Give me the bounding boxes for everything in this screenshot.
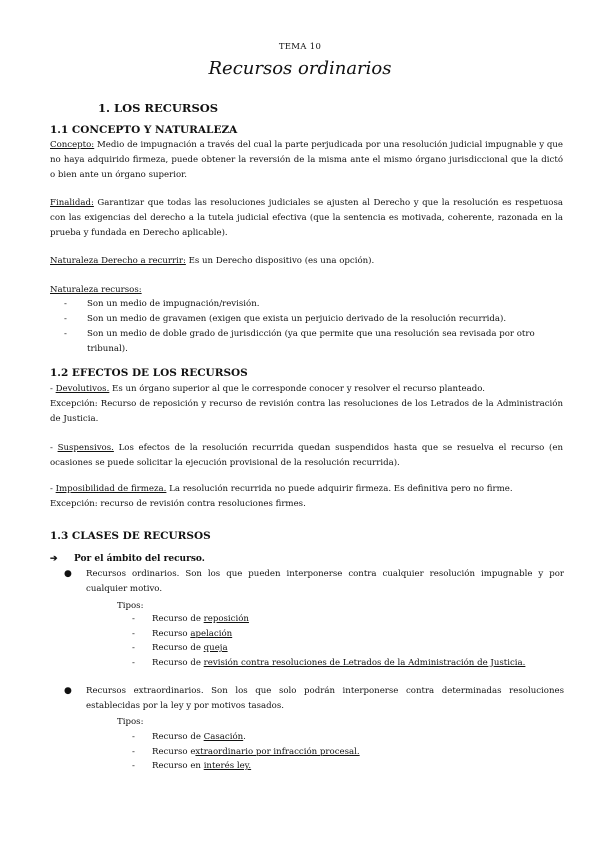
- firmeza-text: La resolución recurrida no puede adquirir firmeza. Es definitiva pero no firme.: [166, 484, 513, 494]
- ambito-text: Por el ámbito del recurso.: [74, 554, 205, 564]
- firmeza-exception: Excepción: recurso de revisión contra resoluciones firmes.: [50, 499, 306, 509]
- tipo-suffix: .: [243, 732, 246, 742]
- devolutivos-paragraph: [50, 382, 563, 427]
- devolutivos-exception: Excepción: Recurso de reposición y recurso de revisión contra las resoluciones de los Letrados de la Administración de Justicia.: [50, 399, 563, 424]
- ambito-heading: [50, 554, 205, 564]
- tipo-name: queja: [203, 643, 228, 653]
- extraordinarios-text: Recursos extraordinarios. Son los que solo podrán interponerse contra determinadas resoluciones establecidas por la ley y por motivos tasados.: [86, 686, 564, 711]
- list-item: - Son un medio de impugnación/revisión.: [64, 297, 564, 312]
- suspensivos-paragraph: [50, 441, 563, 471]
- tipo-name: revisión contra resoluciones de Letrados de la Administración de Justicia.: [203, 657, 526, 668]
- tipo-prefix: Recurso: [152, 628, 191, 639]
- naturaleza-text: Es un Derecho dispositivo (es una opción).: [185, 256, 375, 266]
- finalidad-paragraph: [50, 196, 563, 241]
- firmeza-prefix: -: [50, 484, 56, 494]
- list-item: [132, 759, 552, 774]
- page-title: Recursos ordinarios: [208, 58, 392, 79]
- devolutivos-text: Es un órgano superior al que le corresponde conocer y resolver el recurso planteado.: [109, 384, 485, 394]
- naturaleza-recursos-label: Naturaleza recursos:: [50, 285, 142, 295]
- tipo-name: reposición: [203, 614, 249, 624]
- tipo-prefix: Recurso de: [152, 732, 204, 742]
- section-heading-los-recursos: 1. LOS RECURSOS: [98, 101, 219, 115]
- list-item: [132, 641, 552, 656]
- list-item: [132, 656, 552, 671]
- suspensivos-prefix: -: [50, 443, 58, 453]
- tipo-name: interés ley.: [203, 761, 252, 771]
- extraordinarios-bullet: [64, 684, 564, 714]
- section-heading-efectos: 1.2 EFECTOS DE LOS RECURSOS: [50, 367, 248, 379]
- concepto-label: Concepto:: [50, 140, 95, 150]
- finalidad-label: Finalidad:: [50, 198, 94, 208]
- tipo-prefix: Recurso de: [152, 657, 204, 668]
- list-item: [132, 612, 552, 627]
- list-item: [132, 627, 552, 642]
- naturaleza-recursos-label-line: [50, 283, 563, 298]
- section-heading-clases: 1.3 CLASES DE RECURSOS: [50, 530, 211, 542]
- list-item: - Son un medio de doble grado de jurisdicción (ya que permite que una resolución sea revisada por otro tribunal).: [64, 327, 564, 357]
- firmeza-paragraph: [50, 482, 563, 512]
- devolutivos-prefix: -: [50, 384, 56, 394]
- arrow-right-icon: ➔: [50, 554, 58, 564]
- bullet-icon: ●: [64, 686, 72, 696]
- tipo-prefix: Recurso en: [152, 761, 204, 771]
- list-item: - Son un medio de gravamen (exigen que exista un perjuicio derivado de la resolución recurrida).: [64, 312, 564, 327]
- tipo-prefix: Recurso de: [152, 614, 204, 624]
- finalidad-text: Garantizar que todas las resoluciones judiciales se ajusten al Derecho y que la resolución es respetuosa con las exigencias del derecho a la tutela judicial efectiva (que la sentencia es motivada, coherente, razonada en la prueba y fundada en Derecho aplicable).: [50, 198, 563, 238]
- suspensivos-label: Suspensivos.: [57, 443, 114, 453]
- topic-number: TEMA 10: [278, 42, 322, 52]
- devolutivos-label: Devolutivos.: [55, 384, 110, 394]
- concepto-paragraph: [50, 138, 563, 183]
- tipo-name: apelación: [190, 628, 233, 639]
- extraordinarios-tipos-label: Tipos:: [117, 717, 144, 727]
- ordinarios-text: Recursos ordinarios. Son los que pueden interponerse contra cualquier resolución impugnable y por cualquier motivo.: [86, 569, 564, 594]
- tipo-prefix: Recurso de: [152, 643, 204, 653]
- ordinarios-bullet: [64, 567, 564, 597]
- bullet-icon: ●: [64, 569, 72, 579]
- ordinarios-tipos-label: Tipos:: [117, 601, 144, 611]
- tipo-prefix: Recurso e: [152, 746, 196, 757]
- section-heading-concepto: 1.1 CONCEPTO Y NATURALEZA: [50, 124, 238, 136]
- list-item: [132, 745, 552, 760]
- tipo-name: Casación: [203, 732, 244, 742]
- extraordinarios-tipos-list: [132, 730, 552, 774]
- naturaleza-paragraph: [50, 254, 563, 269]
- concepto-text: Medio de impugnación a través del cual la parte perjudicada por una resolución judicial impugnable y que no haya adquirido firmeza, puede obtener la reversión de la misma ante el mismo órgano jurisdiccional que la dictó o bien ante un órgano superior.: [50, 140, 563, 180]
- list-item: [132, 730, 552, 745]
- firmeza-label: Imposibilidad de firmeza.: [55, 484, 167, 494]
- suspensivos-text: Los efectos de la resolución recurrida quedan suspendidos hasta que se resuelva el recurso (en ocasiones se puede solicitar la ejecución provisional de la resolución recurrida).: [50, 443, 563, 468]
- ordinarios-tipos-list: [132, 612, 552, 670]
- naturaleza-list: [64, 297, 564, 357]
- naturaleza-label: Naturaleza Derecho a recurrir:: [50, 256, 186, 266]
- tipo-name: xtraordinario por infracción procesal.: [195, 746, 360, 757]
